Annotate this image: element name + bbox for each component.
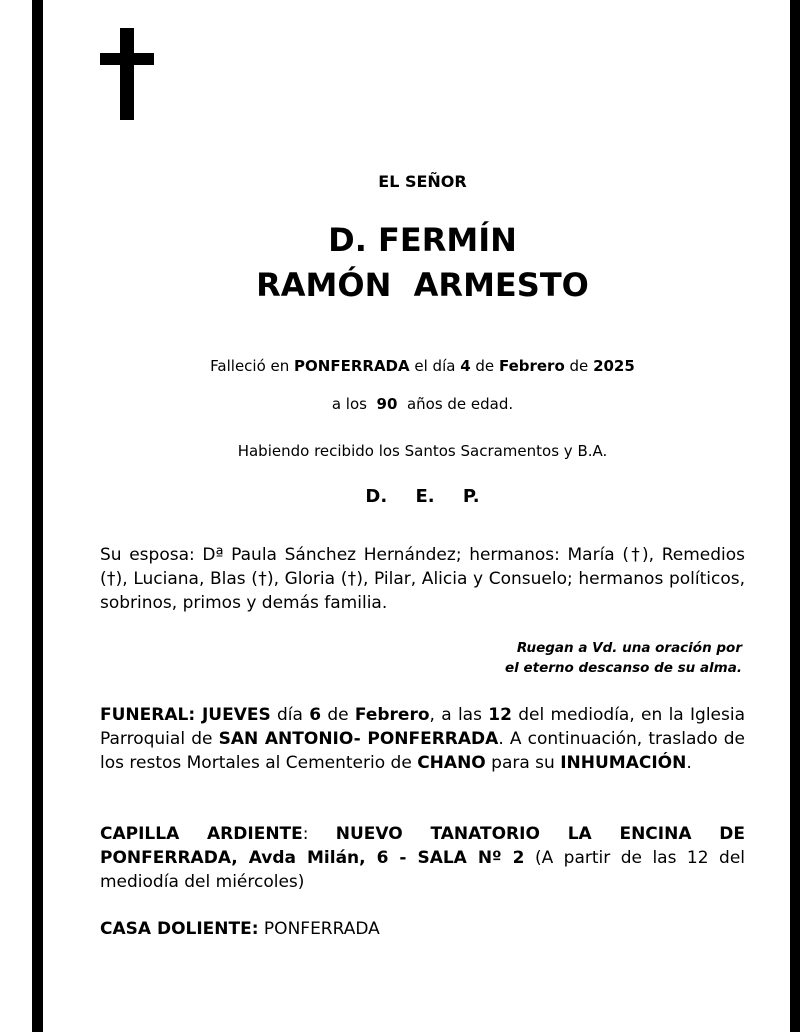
death-info: Falleció en PONFERRADA el día 4 de Febrero de 2025 (210, 357, 635, 375)
right-border (790, 0, 800, 1032)
left-border (32, 0, 43, 1032)
age-info: a los 90 años de edad. (331, 395, 514, 413)
deceased-name (100, 218, 745, 308)
funeral-paragraph: FUNERAL: JUEVES día 6 de Febrero, a las 12 del mediodía, en la Iglesia Parroquial de SAN ANTONIO- PONFERRADA. A continuación, traslado de los restos Mortales al Cementerio de CHANO para su INHUMACIÓN. (100, 705, 746, 773)
capilla-paragraph: CAPILLA ARDIENTE: NUEVO TANATORIO LA ENCINA DE PONFERRADA, Avda Milán, 6 - SALA Nº 2 (A partir de las 12 del mediodía del miércoles) (100, 824, 746, 892)
prayer-request: Ruegan a Vd. una oración por el eterno descanso de su alma. (505, 640, 742, 676)
heading-title: EL SEÑOR (378, 172, 467, 191)
name-line-1: D. FERMÍN (328, 221, 517, 259)
name-line-2: RAMÓN ARMESTO (256, 266, 589, 304)
sacraments-line: Habiendo recibido los Santos Sacramentos y B.A. (237, 442, 608, 460)
casa-doliente: CASA DOLIENTE: PONFERRADA (100, 919, 380, 939)
dep-line: D. E. P. (365, 486, 480, 507)
cross-icon (100, 28, 154, 120)
family-paragraph: Su esposa: Dª Paula Sánchez Hernández; hermanos: María (†), Remedios (†), Luciana, Blas (†), Gloria (†), Pilar, Alicia y Consuelo; hermanos políticos, sobrinos, primos y demás familia. (100, 545, 745, 613)
